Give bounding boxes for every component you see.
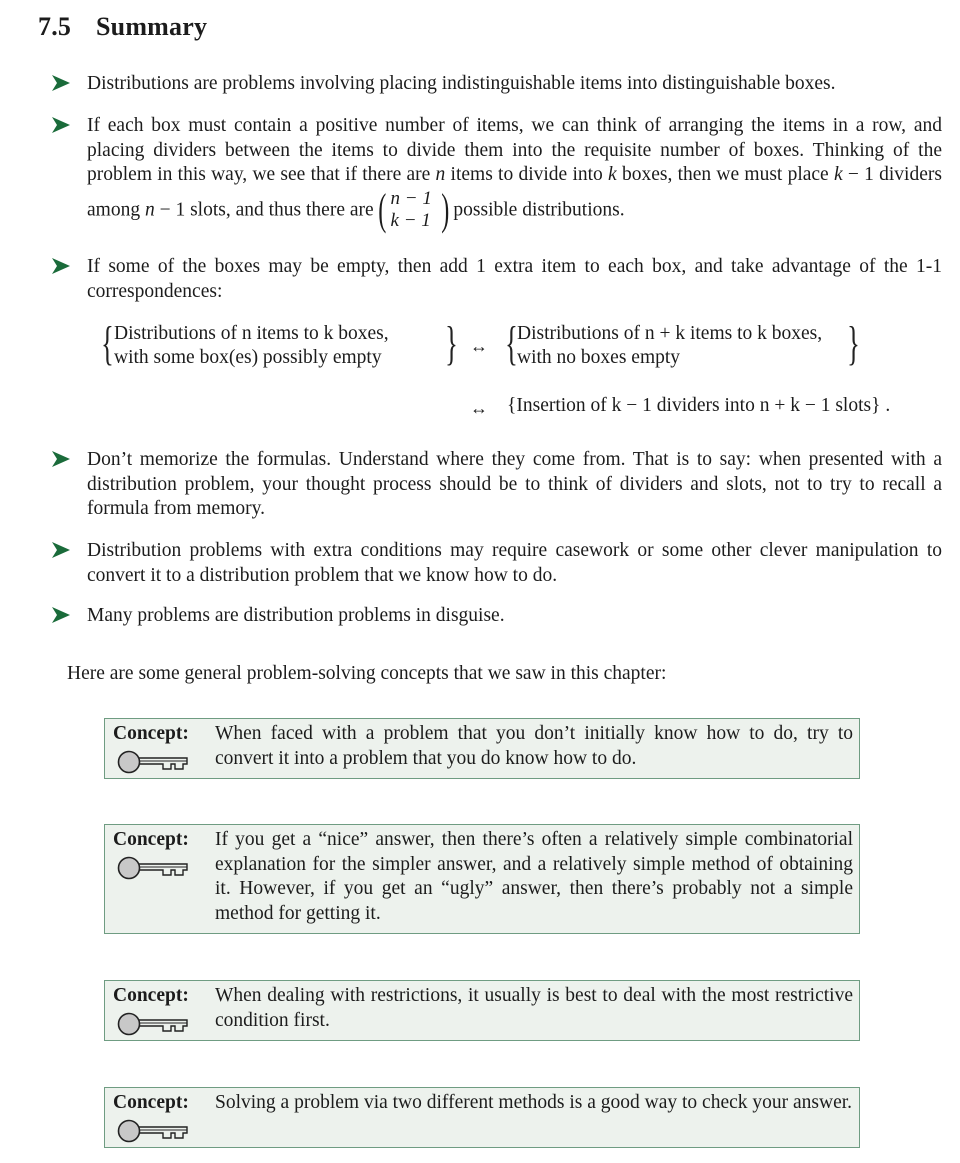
concept-box: Concept: If you get a “nice” answer, then there’s often a relatively simple combinatorial explanation for the simpler answer, and a relatively simple method of obtaining it. However, if you get an “ugly” answer, then there’s probably not a simple method for getting it.	[104, 824, 860, 934]
concept-box: Concept: When faced with a problem that you don’t initially know how to do, try to convert it into a problem that you do know how to do.	[104, 718, 860, 779]
concepts-intro: Here are some general problem-solving concepts that we saw in this chapter:	[67, 663, 667, 684]
correspondence-right: Distributions of n + k items to k boxes, with no boxes empty	[517, 323, 823, 368]
right-brace: }	[445, 317, 458, 370]
summary-bullet: If each box must contain a positive number of items, we can think of arranging the items in a row, and placing dividers between the items to divide them into the requisite number of boxes. Thinking of the problem in this way, we see that if there are n items to divide into k boxes, then we must place k − 1 dividers among n − 1 slots, and thus there are ( n − 1 k − 1 ) possible distributions.	[52, 114, 942, 234]
bidirectional-arrow: ↔	[470, 398, 488, 418]
correspondence-left: Distributions of n items to k boxes, with some box(es) possibly empty	[114, 323, 389, 368]
concept-box: Concept: When dealing with restrictions, it usually is best to deal with the most restrictive condition first.	[104, 980, 860, 1041]
arrow-bullet-icon	[52, 542, 70, 558]
section-heading	[38, 12, 207, 42]
left-brace: {	[505, 317, 518, 370]
summary-bullet: Distributions are problems involving placing indistinguishable items into distinguishable boxes.	[52, 72, 942, 97]
bidirectional-arrow: ↔	[470, 336, 488, 356]
section-title: Summary	[96, 12, 208, 41]
key-icon	[117, 855, 189, 881]
summary-bullet: Many problems are distribution problems in disguise.	[52, 604, 942, 629]
binomial-coefficient: ( n − 1 k − 1 )	[377, 184, 450, 234]
left-brace: {	[101, 317, 114, 370]
arrow-bullet-icon	[52, 607, 70, 623]
arrow-bullet-icon	[52, 451, 70, 467]
arrow-bullet-icon	[52, 75, 70, 91]
summary-bullet: Distribution problems with extra conditions may require casework or some other clever manipulation to convert it to a distribution problem that we know how to do.	[52, 539, 942, 588]
right-brace: }	[847, 317, 860, 370]
summary-bullet: Don’t memorize the formulas. Understand where they come from. That is to say: when presented with a distribution problem, your thought process should be to think of dividers and slots, not to try to recall a formula from memory.	[52, 448, 942, 522]
key-icon	[117, 1118, 189, 1144]
section-number: 7.5	[38, 12, 72, 41]
key-icon	[117, 749, 189, 775]
arrow-bullet-icon	[52, 117, 70, 133]
correspondence-line3: {Insertion of k − 1 dividers into n + k − 1 slots} .	[507, 395, 891, 416]
arrow-bullet-icon	[52, 258, 70, 274]
summary-bullet: If some of the boxes may be empty, then add 1 extra item to each box, and take advantage of the 1-1 correspondences:	[52, 255, 942, 304]
concept-box: Concept: Solving a problem via two different methods is a good way to check your answer.	[104, 1087, 860, 1148]
key-icon	[117, 1011, 189, 1037]
